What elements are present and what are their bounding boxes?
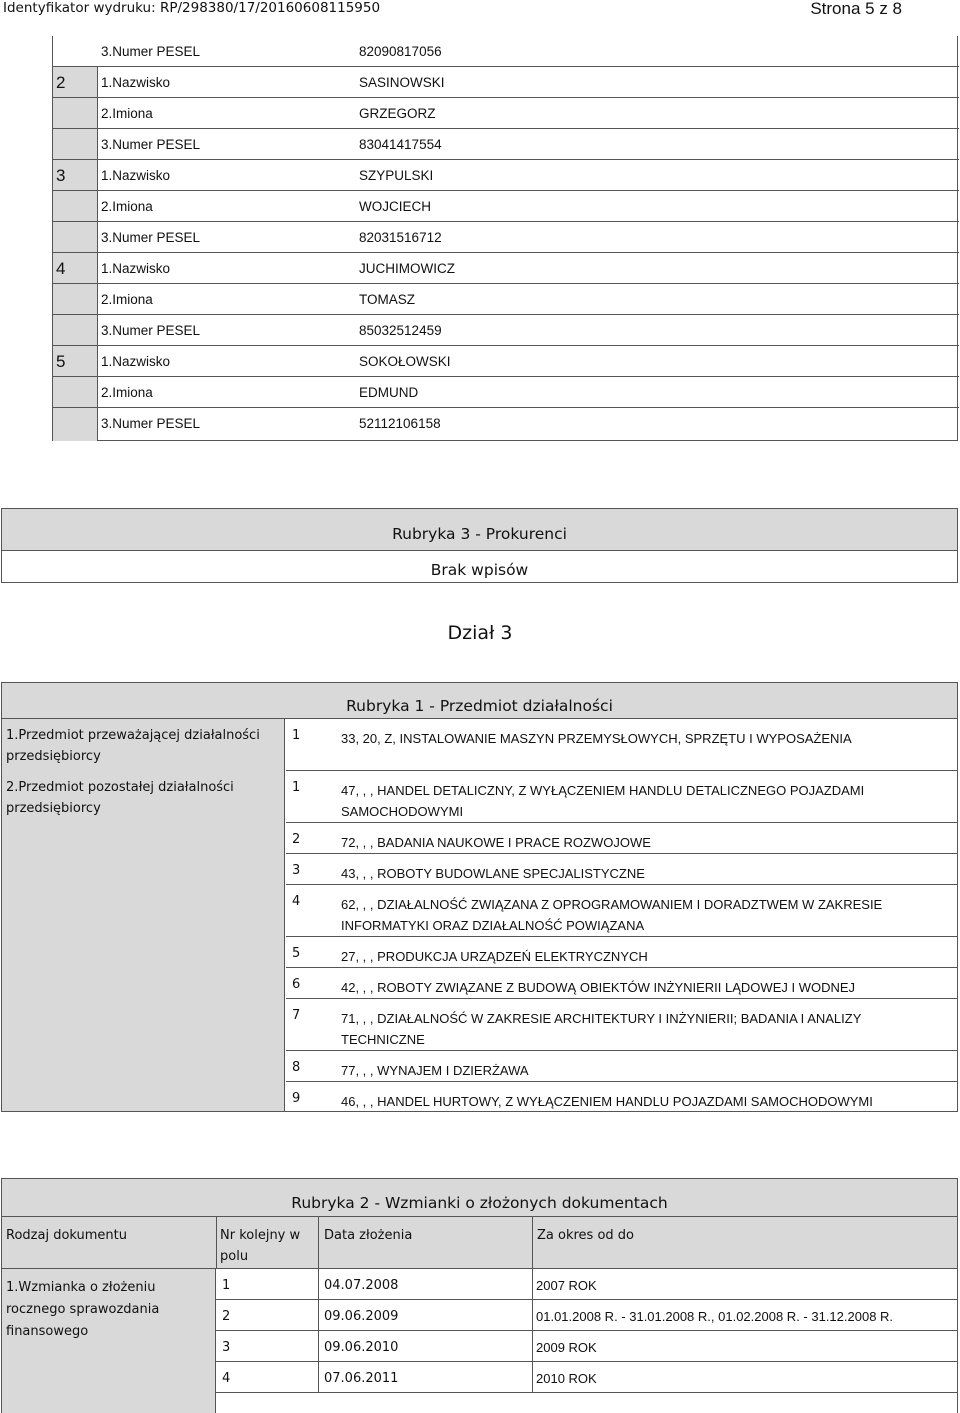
activity-row (286, 854, 957, 885)
activity-row (286, 937, 957, 968)
cell-divider (532, 1362, 533, 1393)
pesel-value: 82090817056 (359, 44, 442, 59)
surname-label: 1.Nazwisko (101, 75, 171, 90)
main-activity-label: 1.Przedmiot przeważającej działalności przedsiębiorcy (6, 728, 260, 764)
dzial-heading: Dział 3 (447, 622, 513, 644)
shareholders-table (52, 36, 958, 441)
person-row (53, 315, 959, 346)
document-type-cell (2, 1269, 216, 1413)
person-row (53, 284, 959, 315)
activity-number: 6 (292, 977, 301, 992)
names-label: 2.Imiona (101, 292, 153, 307)
activity-number: 5 (292, 946, 301, 961)
activity-text: 62, , , DZIAŁALNOŚĆ ZWIĄZANA Z OPROGRAMOWANIEM I DORADZTWEM W ZAKRESIE INFORMATYKI ORAZ DZIAŁALNOŚĆ POWIĄZANA (341, 897, 883, 933)
column-header: Za okres od do (537, 1228, 634, 1243)
period: 2007 ROK (536, 1278, 597, 1293)
section-header (2, 509, 957, 551)
activity-text: 47, , , HANDEL DETALICZNY, Z WYŁĄCZENIEM HANDLU DETALICZNEGO POJAZDAMI SAMOCHODOWYMI (341, 783, 865, 819)
cell-divider (532, 1300, 533, 1331)
surname-value: SOKOŁOWSKI (359, 354, 451, 369)
column-header: Nr kolejny w polu (220, 1228, 301, 1264)
cell-divider (318, 1362, 319, 1393)
page-number: Strona 5 z 8 (810, 0, 902, 18)
submission-date: 09.06.2009 (324, 1309, 399, 1324)
activity-text: 27, , , PRODUKCJA URZĄDZEŃ ELEKTRYCZNYCH (341, 949, 648, 964)
person-row (53, 346, 959, 377)
surname-label: 1.Nazwisko (101, 261, 171, 276)
column-divider (532, 1217, 533, 1269)
activity-row (286, 771, 957, 823)
pesel-label: 3.Numer PESEL (101, 416, 201, 431)
section-header (2, 683, 957, 719)
person-number: 5 (56, 352, 66, 371)
activity-labels-column (2, 719, 285, 1111)
activity-text: 77, , , WYNAJEM I DZIERŻAWA (341, 1063, 529, 1078)
names-value: WOJCIECH (359, 199, 431, 214)
pesel-value: 85032512459 (359, 323, 442, 338)
activity-row (286, 885, 957, 937)
activity-text: 71, , , DZIAŁALNOŚĆ W ZAKRESIE ARCHITEKTURY I INŻYNIERII; BADANIA I ANALIZY TECHNICZNE (341, 1011, 862, 1047)
person-row (53, 67, 959, 98)
person-row (53, 377, 959, 408)
table-row (216, 1300, 957, 1331)
activity-row (286, 823, 957, 854)
pesel-value: 83041417554 (359, 137, 442, 152)
section-title: Rubryka 1 - Przedmiot działalności (346, 697, 613, 715)
column-header: Data złożenia (324, 1228, 413, 1243)
no-entries-text: Brak wpisów (430, 561, 529, 579)
activity-text: 42, , , ROBOTY ZWIĄZANE Z BUDOWĄ OBIEKTÓW INŻYNIERII LĄDOWEJ I WODNEJ (341, 980, 856, 995)
submission-date: 04.07.2008 (324, 1278, 399, 1293)
rubryka-3-section (1, 508, 958, 583)
section-title: Rubryka 3 - Prokurenci (392, 525, 567, 543)
pesel-label: 3.Numer PESEL (101, 44, 201, 59)
person-number: 2 (56, 73, 66, 92)
person-row (53, 160, 959, 191)
activity-row (286, 968, 957, 999)
names-value: TOMASZ (359, 292, 416, 307)
column-header: Rodzaj dokumentu (6, 1228, 127, 1243)
entry-number: 4 (222, 1371, 231, 1386)
person-row (53, 36, 959, 67)
document-type: 1.Wzmianka o złożeniu rocznego sprawozdania finansowego (6, 1280, 160, 1339)
entry-number: 1 (222, 1278, 231, 1293)
cell-divider (318, 1331, 319, 1362)
person-row (53, 191, 959, 222)
activity-number: 1 (292, 780, 301, 795)
activity-text: 46, , , HANDEL HURTOWY, Z WYŁĄCZENIEM HANDLU POJAZDAMI SAMOCHODOWYMI (341, 1094, 873, 1109)
rubryka-1-section (1, 682, 958, 1112)
person-number: 4 (56, 259, 66, 278)
surname-label: 1.Nazwisko (101, 168, 171, 183)
activity-row (286, 999, 957, 1051)
person-row (53, 98, 959, 129)
activity-number: 7 (292, 1008, 301, 1023)
entry-number: 2 (222, 1309, 231, 1324)
submission-date: 07.06.2011 (324, 1371, 399, 1386)
activity-text: 33, 20, Z, INSTALOWANIE MASZYN PRZEMYSŁOWYCH, SPRZĘTU I WYPOSAŻENIA (341, 731, 852, 746)
person-row (53, 408, 959, 439)
surname-value: SZYPULSKI (359, 168, 434, 183)
pesel-label: 3.Numer PESEL (101, 230, 201, 245)
column-divider (318, 1217, 319, 1269)
activity-number: 8 (292, 1060, 301, 1075)
period: 01.01.2008 R. - 31.01.2008 R., 01.02.2008 R. - 31.12.2008 R. (536, 1309, 894, 1324)
table-row (216, 1331, 957, 1362)
page-header (0, 0, 960, 20)
person-row (53, 253, 959, 284)
surname-value: JUCHIMOWICZ (359, 261, 455, 276)
entry-number: 3 (222, 1340, 231, 1355)
activity-row (286, 1082, 957, 1111)
person-row (53, 129, 959, 160)
person-number: 3 (56, 166, 66, 185)
person-row (53, 222, 959, 253)
activity-number: 2 (292, 832, 301, 847)
period: 2010 ROK (536, 1371, 597, 1386)
names-value: GRZEGORZ (359, 106, 436, 121)
activity-text: 72, , , BADANIA NAUKOWE I PRACE ROZWOJOWE (341, 835, 651, 850)
names-value: EDMUND (359, 385, 419, 400)
submission-date: 09.06.2010 (324, 1340, 399, 1355)
cell-divider (532, 1269, 533, 1300)
section-header (2, 1179, 957, 1217)
table-header (2, 1217, 957, 1269)
section-title: Rubryka 2 - Wzmianki o złożonych dokumentach (291, 1194, 668, 1212)
activity-number: 4 (292, 894, 301, 909)
period: 2009 ROK (536, 1340, 597, 1355)
activity-number: 9 (292, 1091, 301, 1106)
activity-text: 43, , , ROBOTY BUDOWLANE SPECJALISTYCZNE (341, 866, 645, 881)
activity-number: 1 (292, 728, 301, 743)
other-activity-label: 2.Przedmiot pozostałej działalności przedsiębiorcy (6, 780, 234, 816)
print-identifier: Identyfikator wydruku: RP/298380/17/20160608115950 (3, 0, 381, 16)
pesel-label: 3.Numer PESEL (101, 323, 201, 338)
column-divider (216, 1217, 217, 1269)
cell-divider (318, 1269, 319, 1300)
pesel-label: 3.Numer PESEL (101, 137, 201, 152)
activity-number: 3 (292, 863, 301, 878)
surname-value: SASINOWSKI (359, 75, 445, 90)
pesel-value: 82031516712 (359, 230, 442, 245)
surname-label: 1.Nazwisko (101, 354, 171, 369)
names-label: 2.Imiona (101, 106, 153, 121)
pesel-value: 52112106158 (359, 416, 441, 431)
activity-row (286, 719, 957, 771)
activity-row (286, 1051, 957, 1082)
cell-divider (318, 1300, 319, 1331)
names-label: 2.Imiona (101, 385, 153, 400)
table-row (216, 1269, 957, 1300)
rubryka-2-section (1, 1178, 958, 1413)
cell-divider (532, 1331, 533, 1362)
table-row (216, 1362, 957, 1393)
names-label: 2.Imiona (101, 199, 153, 214)
